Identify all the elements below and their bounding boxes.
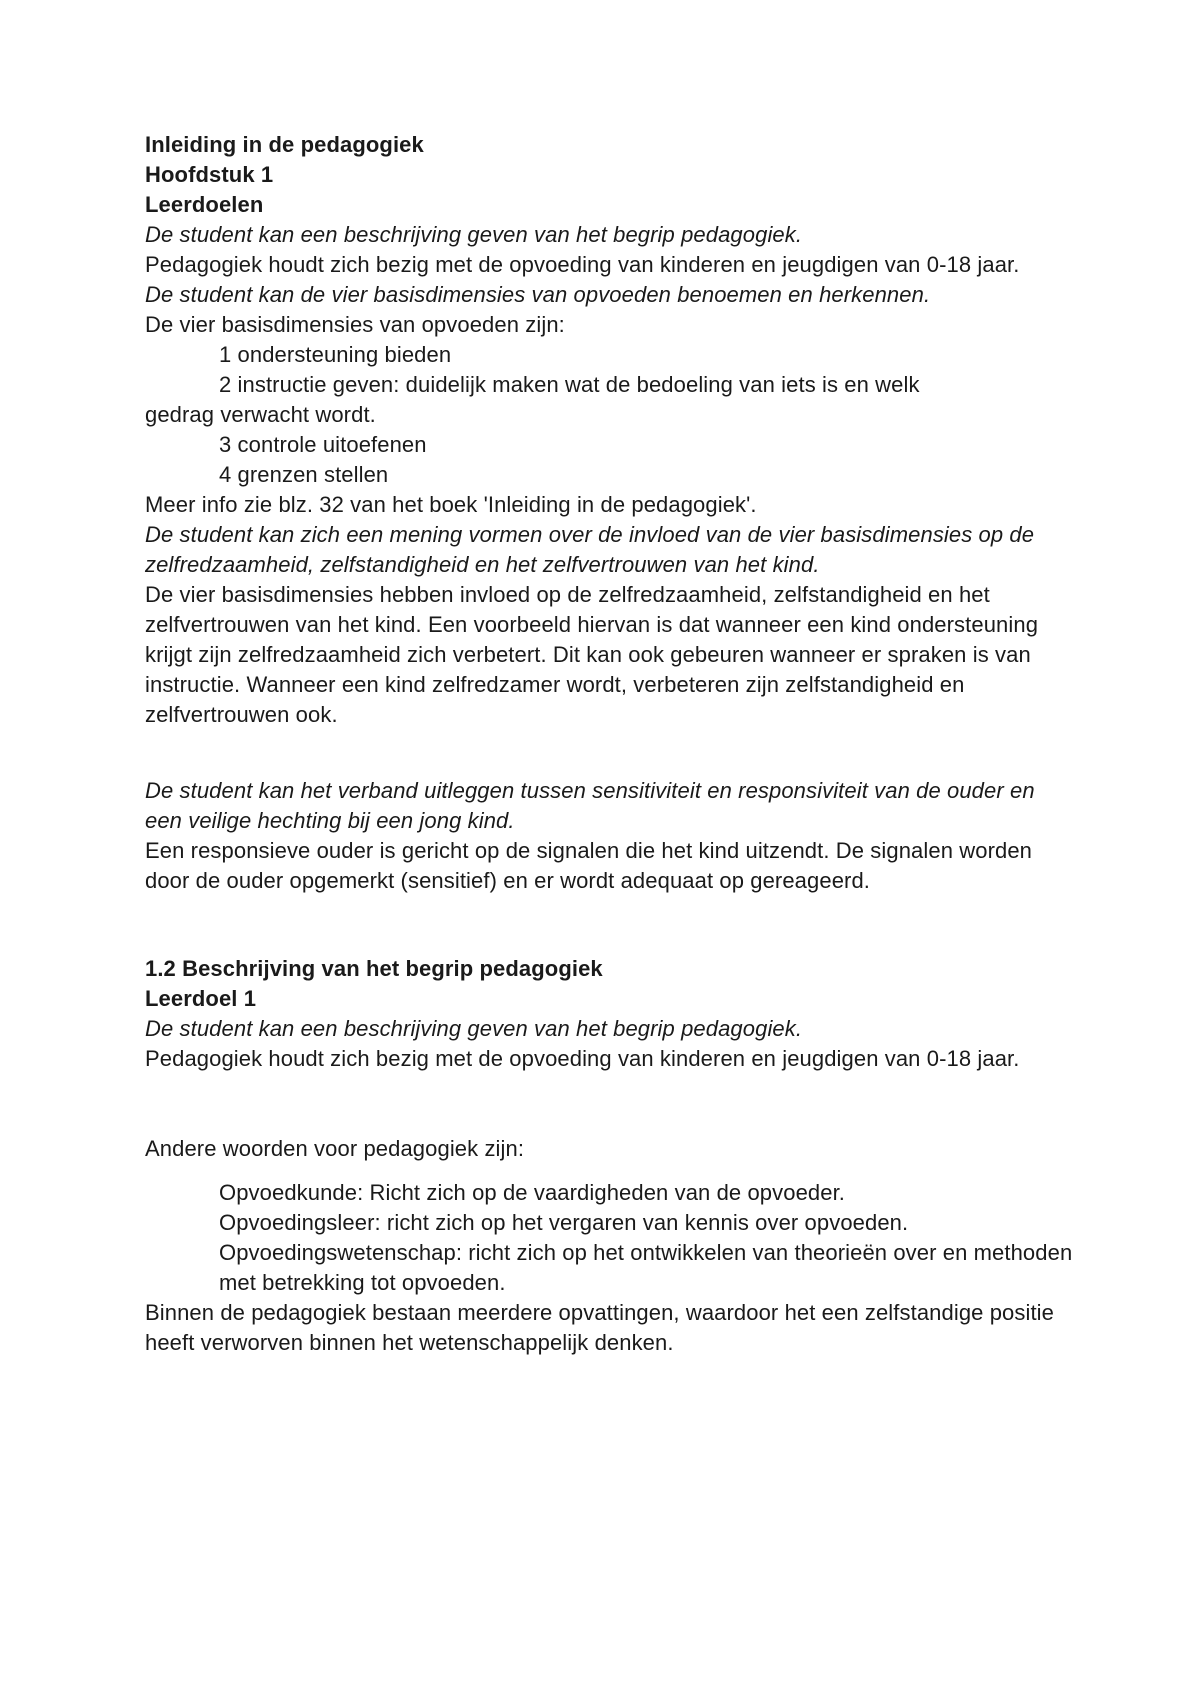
dimension-item: 2 instructie geven: duidelijk maken wat de bedoeling van iets is en welk (219, 372, 920, 397)
closing-paragraph: Binnen de pedagogiek bestaan meerdere opvattingen, waardoor het een zelfstandige positie heeft verworven binnen het wetenschappelijk denken. (145, 1300, 1054, 1355)
other-word-item: Opvoedingsleer: richt zich op het vergaren van kennis over opvoeden. (219, 1210, 909, 1235)
goal-4-question: De student kan het verband uitleggen tussen sensitiviteit en responsiviteit van de ouder en een veilige hechting bij een jong kind. (145, 778, 1035, 833)
dimension-item-continued: gedrag verwacht wordt. (145, 402, 376, 427)
goal-2-reference: Meer info zie blz. 32 van het boek 'Inleiding in de pedagogiek'. (145, 492, 757, 517)
goal-1-question: De student kan een beschrijving geven van het begrip pedagogiek. (145, 222, 803, 247)
learning-goals-heading: Leerdoelen (145, 192, 264, 217)
document-page (145, 130, 1075, 1358)
goal-1-answer: Pedagogiek houdt zich bezig met de opvoeding van kinderen en jeugdigen van 0-18 jaar. (145, 252, 1020, 277)
goal-2-intro: De vier basisdimensies van opvoeden zijn: (145, 312, 565, 337)
dimension-item: 4 grenzen stellen (219, 462, 389, 487)
document-title: Inleiding in de pedagogiek (145, 132, 424, 157)
goal-3-question: De student kan zich een mening vormen over de invloed van de vier basisdimensies op de zelfredzaamheid, zelfstandigheid en het zelfvertrouwen van het kind. (145, 522, 1035, 577)
learning-goal-1-question: De student kan een beschrijving geven van het begrip pedagogiek. (145, 1016, 803, 1041)
learning-goal-1-answer: Pedagogiek houdt zich bezig met de opvoeding van kinderen en jeugdigen van 0-18 jaar. (145, 1046, 1020, 1071)
goal-2-question: De student kan de vier basisdimensies van opvoeden benoemen en herkennen. (145, 282, 931, 307)
dimension-item: 1 ondersteuning bieden (219, 342, 452, 367)
goal-4-answer: Een responsieve ouder is gericht op de signalen die het kind uitzendt. De signalen worden door de ouder opgemerkt (sensitief) en er wordt adequaat op gereageerd. (145, 838, 1033, 893)
section-heading: 1.2 Beschrijving van het begrip pedagogiek (145, 956, 603, 981)
other-word-item: Opvoedkunde: Richt zich op de vaardigheden van de opvoeder. (219, 1180, 846, 1205)
goal-3-answer: De vier basisdimensies hebben invloed op de zelfredzaamheid, zelfstandigheid en het zelfvertrouwen van het kind. Een voorbeeld hiervan is dat wanneer een kind ondersteuning krijgt zijn zelfredzaamheid zich verbetert. Dit kan ook gebeuren wanneer er spraken is van instructie. Wanneer een kind zelfredzamer wordt, verbeteren zijn zelfstandigheid en zelfvertrouwen ook. (145, 582, 1039, 727)
learning-goal-1-heading: Leerdoel 1 (145, 986, 257, 1011)
other-word-item: Opvoedingswetenschap: richt zich op het ontwikkelen van theorieën over en methoden met betrekking tot opvoeden. (219, 1240, 1073, 1295)
chapter-heading: Hoofdstuk 1 (145, 162, 274, 187)
dimension-item: 3 controle uitoefenen (219, 432, 427, 457)
other-words-intro: Andere woorden voor pedagogiek zijn: (145, 1136, 525, 1161)
